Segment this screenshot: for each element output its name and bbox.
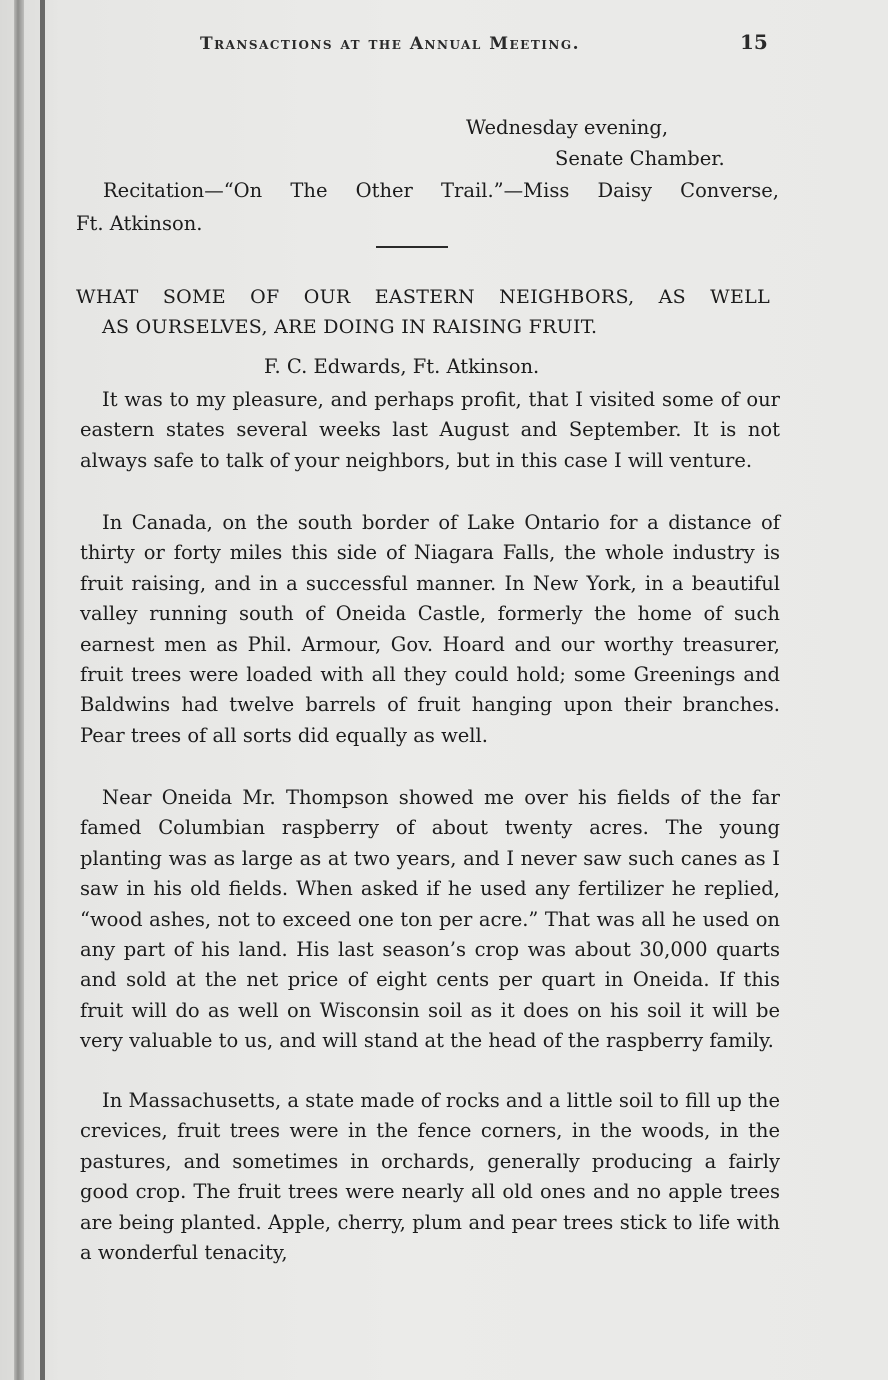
article-title-line-2: AS OURSELVES, ARE DOING IN RAISING FRUIT. <box>102 316 598 338</box>
article-title-line-1: WHAT SOME OF OUR EASTERN NEIGHBORS, AS WELL <box>76 286 770 308</box>
program-recitation: Recitation—“On The Other Trail.”—Miss Daisy Converse, <box>103 179 779 202</box>
article-paragraph: In Massachusetts, a state made of rocks and a little soil to fill up the crevices, fruit trees were in the fence corners, in the woods, in the pastures, and sometimes in orchards, generally producing a fairly good crop. The fruit trees were nearly all old ones and no apple trees are being planted. Apple, cherry, plum and pear trees stick to life with a wonderful tenacity, <box>80 1089 780 1265</box>
article-paragraph: In Canada, on the south border of Lake Ontario for a distance of thirty or forty miles this side of Niagara Falls, the whole industry is fruit raising, and in a successful manner. In New York, in a beautiful valley running south of Oneida Castle, formerly the home of such earnest men as Phil. Armour, Gov. Hoard and our worthy treasurer, fruit trees were loaded with all they could hold; some Greenings and Baldwins had twelve barrels of fruit hanging upon their branches. Pear trees of all sorts did equally as well. <box>80 511 780 747</box>
article-author: F. C. Edwards, Ft. Atkinson. <box>264 355 540 378</box>
page-binding-shadow <box>14 0 24 1380</box>
section-divider <box>376 246 448 248</box>
program-place: Senate Chamber. <box>555 147 725 170</box>
program-recitation-location: Ft. Atkinson. <box>76 212 203 235</box>
page-binding-edge <box>40 0 45 1380</box>
page-number: 15 <box>740 30 768 54</box>
article-paragraph: Near Oneida Mr. Thompson showed me over his fields of the far famed Columbian raspberry of about twenty acres. The young planting was as large as at two years, and I never saw such canes as I saw in his old fields. When asked if he used any fertilizer he replied, “wood ashes, not to exceed one ton per acre.” That was all he used on any part of his land. His last season’s crop was about 30,000 quarts and sold at the net price of eight cents per quart in Oneida. If this fruit will do as well on Wisconsin soil as it does on his soil it will be very valuable to us, and will stand at the head of the raspberry family. <box>80 786 780 1053</box>
article-paragraph: It was to my pleasure, and perhaps profit, that I visited some of our eastern states several weeks last August and September. It is not always safe to talk of your neighbors, but in this case I will venture. <box>80 388 780 472</box>
running-head-title: Transactions at the Annual Meeting. <box>200 34 580 54</box>
program-time: Wednesday evening, <box>466 116 669 139</box>
